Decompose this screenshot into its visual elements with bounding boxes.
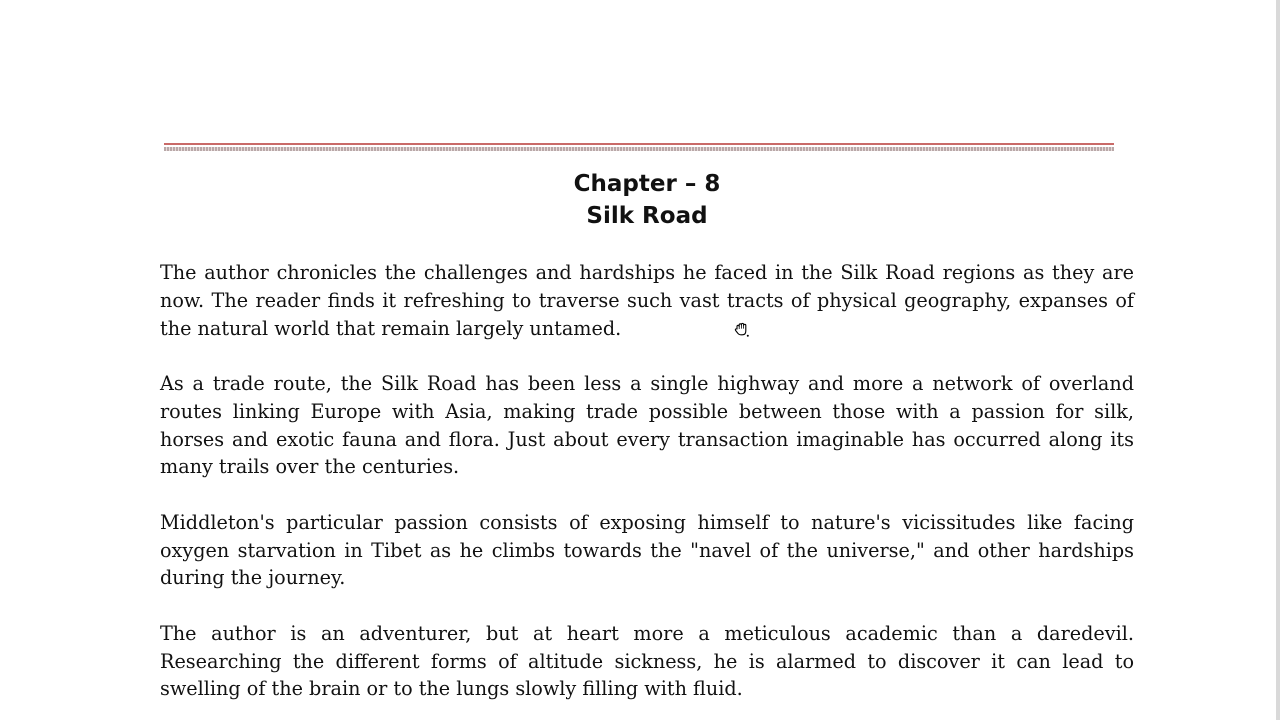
header-rule (164, 143, 1114, 151)
paragraph-2: As a trade route, the Silk Road has been less a single highway and more a network of overland routes linking Europe with Asia, making trade possible between those with a passion for silk, horses and exotic fauna and flora. Just about every transaction imaginable has occurred along its many trails over the centuries. (160, 371, 1134, 479)
chapter-title: Silk Road (586, 203, 708, 229)
hand-grab-icon (732, 320, 752, 340)
scrollbar-edge[interactable] (1276, 0, 1280, 720)
chapter-number: Chapter – 8 (573, 171, 721, 197)
header-rule-line-bottom (164, 147, 1114, 151)
paragraph-1: The author chronicles the challenges and hardships he faced in the Silk Road regions as they are now. The reader finds it refreshing to traverse such vast tracts of physical geography, expanses of the natural world that remain largely untamed. (160, 261, 1134, 340)
chapter-body[interactable] (160, 259, 1134, 720)
chapter-heading (160, 168, 1134, 232)
paragraph-3: Middleton's particular passion consists of exposing himself to nature's vicissitudes like facing oxygen starvation in Tibet as he climbs towards the "navel of the universe," and other hardships during the journey. (160, 510, 1134, 590)
header-rule-line-top (164, 143, 1114, 145)
paragraph-4: The author is an adventurer, but at heart more a meticulous academic than a daredevil. Researching the different forms of altitude sickness, he is alarmed to discover it can lead to swelling of the brain or to the lungs slowly filling with fluid. (160, 621, 1134, 701)
